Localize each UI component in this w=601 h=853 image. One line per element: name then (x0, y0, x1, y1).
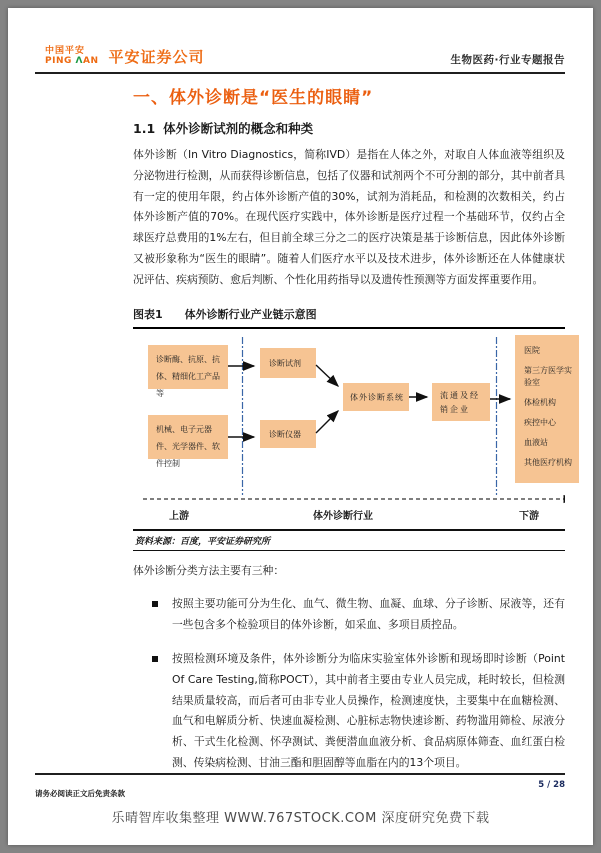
ivd-system-box: 体外诊断系统 (343, 383, 409, 411)
pingan-brand (45, 46, 205, 67)
instrument-box: 诊断仪器 (260, 420, 316, 448)
figure-caption (133, 306, 565, 329)
downstream-item: 医院 (524, 345, 540, 355)
upstream-materials-box: 诊断酶、抗原、抗体、精细化工产品等 (148, 345, 228, 389)
report-page (8, 8, 593, 845)
logo-green-caret-icon: Λ (75, 55, 83, 66)
figure-label: 图表1 (133, 307, 163, 321)
arrow-instrument-to-system (316, 411, 338, 433)
figure-1 (133, 306, 572, 551)
disclaimer-text: 请务必阅读正文后免责条款 (35, 789, 125, 798)
pingan-logo (45, 47, 98, 66)
bullet-text: 按照检测环境及条件，体外诊断分为临床实验室体外诊断和现场即时诊断（Point Of Care Testing,简称POCT），其中前者主要由专业人员完成，耗时较长，但检测结果质量较高，而后者可由非专业人员操作，检测速度快，主要集中在血糖检测、血气和电解质分析、快速血凝检测、心脏标志物快速诊断、药物滥用筛检、尿液分析、干式生化检测、怀孕测试、粪便潜血血液分析、食品病原体筛查、血红蛋白检测、传染病检测、甘油三酯和胆固醇等血脂在内的13个项目。 (172, 651, 565, 769)
downstream-item: 血液站 (524, 437, 548, 447)
company-name: 平安证券公司 (108, 48, 205, 66)
stage-label-ivd-industry: 体外诊断行业 (313, 510, 373, 522)
figure-title: 体外诊断行业产业链示意图 (184, 307, 317, 321)
chapter-title: 一、体外诊断是“医生的眼睛” (133, 88, 374, 108)
distribution-box: 流通及经销企业 (432, 383, 490, 421)
stage-label-upstream: 上游 (169, 510, 189, 522)
upstream-components-box: 机械、电子元器件、光学器件、软件控制 (148, 415, 228, 459)
downstream-item: 体检机构 (524, 397, 556, 407)
footer-row (35, 775, 565, 799)
figure-source-note: 资料来源：百度，平安证券研究所 (133, 529, 565, 551)
section-title: 体外诊断试剂的概念和种类 (163, 121, 314, 136)
classification-intro: 体外诊断分类方法主要有三种： (133, 563, 285, 577)
arrow-reagent-to-system (316, 365, 338, 386)
section-number: 1.1 (133, 121, 156, 136)
logo-english-text (45, 57, 98, 66)
logo-ping: PING (45, 55, 72, 66)
bullet-item-environment (133, 649, 565, 774)
stage-label-downstream: 下游 (519, 510, 539, 522)
downstream-item: 第三方医学实验室 (524, 365, 572, 387)
section-heading (133, 119, 565, 137)
logo-an: AN (82, 55, 99, 66)
main-content (133, 83, 572, 774)
downstream-item: 疾控中心 (524, 417, 556, 427)
intro-paragraph: 体外诊断（In Vitro Diagnostics，简称IVD）是指在人体之外，对取自人体血液等组织及分泌物进行检测，从而获得诊断信息，包括了仪器和试剂两个不可分割的部分，其中前者具有一定的使用年限，约占体外诊断产值的30%，试剂为消耗品，和检测的次数相关，约占体外诊断产值的70%。在现代医疗实践中，体外诊断是医疗过程一个基础环节，仅约占全球医疗总费用的1%左右，但目前全球三分之二的医疗决策是基于诊断信息，因此体外诊断又被形象称为“医生的眼睛”。随着人们医疗水平以及技术进步，体外诊断还在人体健康状况评估、疾病预防、愈后判断、个性化用药指导以及遗传性预测等方面发挥重要作用。 (133, 148, 565, 286)
header-divider (35, 72, 565, 74)
downstream-box (515, 335, 579, 483)
page-header (45, 46, 565, 67)
bullet-square-icon (152, 656, 158, 662)
bullet-square-icon (152, 601, 158, 607)
logo-chinese-text: 中国平安 (45, 46, 86, 57)
bullet-text: 按照主要功能可分为生化、血气、微生物、血凝、血球、分子诊断、尿液等，还有一些包含多个检验项目的体外诊断，如采血、多项目质控品。 (172, 597, 565, 632)
industry-chain-diagram (133, 333, 572, 525)
watermark-banner: 乐晴智库收集整理 WWW.767STOCK.COM 深度研究免费下载 (111, 811, 490, 826)
report-type-label: 生物医药·行业专题报告 (450, 54, 565, 66)
bullet-item-function (133, 594, 565, 636)
page-footer (35, 773, 565, 799)
downstream-item: 其他医疗机构 (524, 457, 572, 467)
page-number: 5 / 28 (538, 780, 565, 790)
reagent-box: 诊断试剂 (260, 348, 316, 378)
